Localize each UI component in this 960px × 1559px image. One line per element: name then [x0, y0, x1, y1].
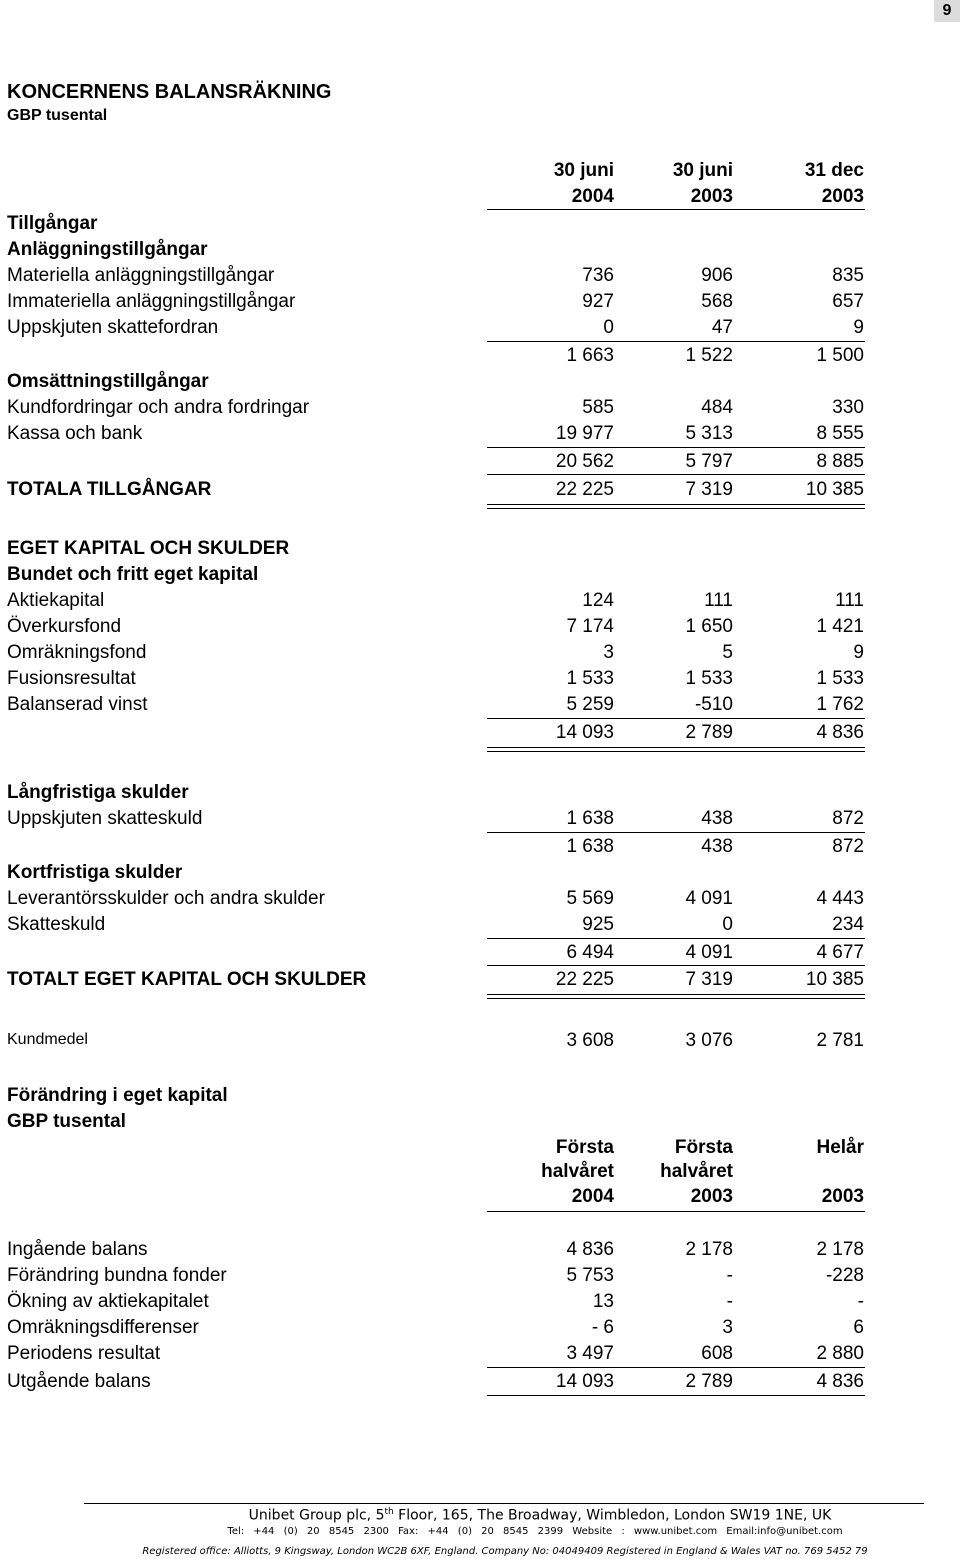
section-heading: Bundet och fritt eget kapital [7, 564, 259, 585]
subtotal-value: 4 091 [685, 942, 733, 963]
eq-header-c1-line2: halvåret [541, 1161, 614, 1182]
subtotal-rule [487, 447, 865, 448]
row-value: 2 880 [816, 1343, 864, 1364]
row-value: 14 093 [555, 1371, 614, 1392]
row-value: - [726, 1265, 733, 1286]
eq-header-c2-line3: 2003 [690, 1186, 733, 1207]
row-label: Periodens resultat [7, 1343, 161, 1364]
row-value: 1 638 [566, 808, 614, 829]
row-value: 736 [582, 265, 614, 286]
row-value: 835 [832, 265, 864, 286]
row-label: Leverantörsskulder och andra skulder [7, 888, 325, 909]
row-label: Materiella anläggningstillgångar [7, 265, 275, 286]
row-value: 234 [832, 914, 864, 935]
row-value: 7 174 [566, 616, 614, 637]
row-value: 9 [853, 317, 864, 338]
subtotal-value: 2 789 [685, 722, 733, 743]
row-value: - [857, 1291, 864, 1312]
row-value: 657 [832, 291, 864, 312]
eq-header-c1-line3: 2004 [571, 1186, 614, 1207]
row-label: Kassa och bank [7, 423, 143, 444]
row-value: 1 421 [816, 616, 864, 637]
subtotal-value: 872 [832, 836, 864, 857]
row-value: 47 [711, 317, 733, 338]
bs-header-c1-line2: 2004 [571, 186, 614, 207]
row-value: 4 836 [566, 1239, 614, 1260]
page-subtitle: GBP tusental [7, 107, 108, 124]
row-label: Omräkningsfond [7, 642, 147, 663]
section-heading: Omsättningstillgångar [7, 371, 209, 392]
row-label: Ökning av aktiekapitalet [7, 1291, 209, 1312]
row-value: 484 [701, 397, 733, 418]
subtotal-value: 4 677 [816, 942, 864, 963]
row-value: 111 [704, 590, 733, 611]
row-value: - 6 [591, 1317, 614, 1338]
subtotal-value: 14 093 [555, 722, 614, 743]
row-label: Omräkningsdifferenser [7, 1317, 199, 1338]
row-label: Fusionsresultat [7, 668, 136, 689]
section-heading: Tillgångar [7, 213, 98, 234]
row-value: 5 259 [566, 694, 614, 715]
row-value: 4 836 [816, 1371, 864, 1392]
row-value: 1 533 [816, 668, 864, 689]
footer-rule [84, 1503, 924, 1504]
total-rule [487, 965, 865, 966]
subtotal-value: 438 [701, 836, 733, 857]
total-rule [487, 1395, 865, 1396]
eq-header-c2-line1: Första [674, 1137, 733, 1158]
bs-header-c2-line1: 30 juni [672, 160, 733, 181]
row-value: 13 [592, 1291, 614, 1312]
subtotal-value: 1 663 [566, 345, 614, 366]
row-value: 906 [701, 265, 733, 286]
subtotal-rule [487, 832, 865, 833]
row-label: Immateriella anläggningstillgångar [7, 291, 296, 312]
row-value: 3 [722, 1317, 733, 1338]
bs-header-c2-line2: 2003 [690, 186, 733, 207]
subtotal-value: 1 638 [566, 836, 614, 857]
row-label: Uppskjuten skattefordran [7, 317, 219, 338]
footer-address: Unibet Group plc, 5th Floor, 165, The Broadway, Wimbledon, London SW19 1NE, UK [248, 1507, 832, 1524]
row-value: 3 076 [685, 1030, 733, 1051]
eq-header-c3-line3: 2003 [821, 1186, 864, 1207]
row-label: Förändring bundna fonder [7, 1265, 227, 1286]
total-value: 22 225 [555, 969, 614, 990]
subtotal-value: 6 494 [566, 942, 614, 963]
row-value: 1 533 [685, 668, 733, 689]
row-label: Ingående balans [7, 1239, 148, 1260]
eq-header-c3-line1: Helår [816, 1137, 864, 1158]
row-label: Balanserad vinst [7, 694, 148, 715]
row-value: 1 762 [816, 694, 864, 715]
double-rule [487, 994, 865, 999]
row-value: 925 [582, 914, 614, 935]
row-value: 4 443 [816, 888, 864, 909]
row-value: 872 [832, 808, 864, 829]
row-value: 0 [603, 317, 614, 338]
double-rule [487, 747, 865, 752]
section-title: Förändring i eget kapital [7, 1085, 228, 1106]
row-value: 3 [603, 642, 614, 663]
page-title: KONCERNENS BALANSRÄKNING [7, 81, 332, 103]
row-value: 3 608 [566, 1030, 614, 1051]
row-value: 5 313 [685, 423, 733, 444]
row-value: 2 781 [816, 1030, 864, 1051]
row-label: Kundfordringar och andra fordringar [7, 397, 310, 418]
section-heading: EGET KAPITAL OCH SKULDER [7, 538, 290, 559]
row-value: 111 [835, 590, 864, 611]
section-heading: Anläggningstillgångar [7, 239, 208, 260]
row-value: 3 497 [566, 1343, 614, 1364]
subtotal-rule [487, 718, 865, 719]
total-value: 7 319 [685, 479, 733, 500]
row-value: 1 533 [566, 668, 614, 689]
row-label: Överkursfond [7, 616, 122, 637]
row-value: 1 650 [685, 616, 733, 637]
row-value: 330 [832, 397, 864, 418]
row-value: 4 091 [685, 888, 733, 909]
footer-registration: Registered office: Alliotts, 9 Kingsway, London WC2B 6XF, England. Company No: 04049409 Registered in England & Wales VAT no. 769 5452 79 [142, 1546, 868, 1557]
row-value: 2 178 [816, 1239, 864, 1260]
row-label: Utgående balans [7, 1371, 151, 1392]
header-rule [487, 1211, 865, 1212]
row-value: 585 [582, 397, 614, 418]
row-label: Kundmedel [7, 1031, 88, 1048]
total-label: TOTALT EGET KAPITAL OCH SKULDER [7, 969, 367, 990]
footer-contact: Tel: +44 (0) 20 8545 2300 Fax: +44 (0) 20 8545 2399 Website : www.unibet.com Email:info@unibet.com [227, 1526, 843, 1537]
row-value: 2 789 [685, 1371, 733, 1392]
subtotal-rule [487, 1367, 865, 1368]
bs-header-c3-line2: 2003 [821, 186, 864, 207]
row-value: 927 [582, 291, 614, 312]
row-value: -228 [825, 1265, 864, 1286]
row-value: 19 977 [555, 423, 614, 444]
subtotal-rule [487, 341, 865, 342]
row-label: Skatteskuld [7, 914, 106, 935]
eq-header-c2-line2: halvåret [660, 1161, 733, 1182]
subtotal-value: 20 562 [555, 451, 614, 472]
subtotal-value: 8 885 [816, 451, 864, 472]
row-value: 5 569 [566, 888, 614, 909]
total-value: 10 385 [805, 969, 864, 990]
row-value: 608 [701, 1343, 733, 1364]
header-rule [487, 209, 865, 210]
row-value: 9 [853, 642, 864, 663]
subtotal-value: 4 836 [816, 722, 864, 743]
eq-header-c1-line1: Första [555, 1137, 614, 1158]
row-value: - [726, 1291, 733, 1312]
total-value: 10 385 [805, 479, 864, 500]
section-subtitle: GBP tusental [7, 1111, 126, 1132]
subtotal-rule [487, 938, 865, 939]
row-value: -510 [694, 694, 733, 715]
total-value: 22 225 [555, 479, 614, 500]
section-heading: Långfristiga skulder [7, 782, 189, 803]
row-value: 0 [722, 914, 733, 935]
bs-header-c1-line1: 30 juni [553, 160, 614, 181]
row-value: 5 [722, 642, 733, 663]
total-value: 7 319 [685, 969, 733, 990]
double-rule [487, 504, 865, 509]
row-label: Uppskjuten skatteskuld [7, 808, 203, 829]
row-value: 5 753 [566, 1265, 614, 1286]
subtotal-value: 1 522 [685, 345, 733, 366]
total-label: TOTALA TILLGÅNGAR [7, 479, 212, 500]
subtotal-value: 1 500 [816, 345, 864, 366]
total-rule [487, 474, 865, 475]
row-label: Aktiekapital [7, 590, 105, 611]
row-value: 8 555 [816, 423, 864, 444]
row-value: 438 [701, 808, 733, 829]
subtotal-value: 5 797 [685, 451, 733, 472]
section-heading: Kortfristiga skulder [7, 862, 183, 883]
bs-header-c3-line1: 31 dec [804, 160, 864, 181]
row-value: 2 178 [685, 1239, 733, 1260]
page-number: 9 [934, 0, 960, 22]
row-value: 6 [853, 1317, 864, 1338]
row-value: 124 [582, 590, 614, 611]
row-value: 568 [701, 291, 733, 312]
